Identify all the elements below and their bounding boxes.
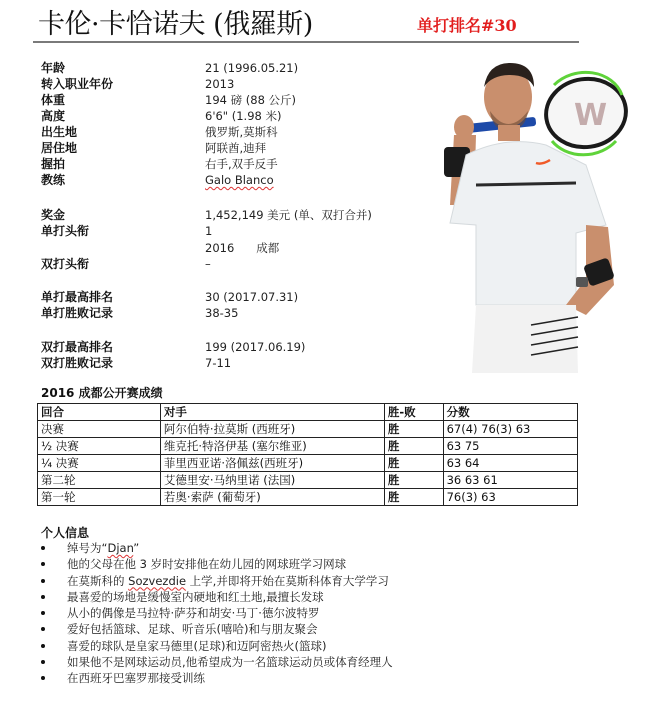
column-header-opponent: 对手 <box>160 404 384 421</box>
results-title: 2016 成都公开赛成绩 <box>41 386 163 400</box>
table-header-row <box>38 404 578 421</box>
column-header-score: 分数 <box>443 404 577 421</box>
list-item: 最喜爱的场地是缓慢室内硬地和红土地,最擅长发球 <box>41 589 393 605</box>
table-row: 决赛 阿尔伯特·拉莫斯 (西班牙) 胜 67(4) 76(3) 63 <box>38 421 578 438</box>
list-item: 喜爱的球队是皇家马德里(足球)和迈阿密热火(篮球) <box>41 638 393 654</box>
bullet-icon <box>41 562 45 566</box>
personal-info-title: 个人信息 <box>41 526 90 540</box>
column-header-result: 胜-败 <box>384 404 443 421</box>
bullet-icon <box>41 579 45 583</box>
racket-icon <box>456 72 631 154</box>
list-item: 爱好包括篮球、足球、听音乐(嘻哈)和与朋友聚会 <box>41 621 393 637</box>
list-item: 在莫斯科的 Sozvezdie 上学,并即将开始在莫斯科体育大学学习 <box>41 573 393 589</box>
list-item: 他的父母在他 3 岁时安排他在幼儿园的网球班学习网球 <box>41 556 393 572</box>
table-row: ¼ 决赛 菲里西亚诺·洛佩兹(西班牙) 胜 63 64 <box>38 455 578 472</box>
list-item: 如果他不是网球运动员,他希望成为一名篮球运动员或体育经理人 <box>41 654 393 670</box>
table-row: ½ 决赛 维克托·特洛伊基 (塞尔维亚) 胜 63 75 <box>38 438 578 455</box>
bullet-icon <box>41 627 45 631</box>
svg-text:W: W <box>574 98 608 133</box>
table-row: 第一轮 若奥·索萨 (葡萄牙) 胜 76(3) 63 <box>38 489 578 506</box>
bullet-icon <box>41 595 45 599</box>
table-row: 第二轮 艾德里安·马纳里诺 (法国) 胜 36 63 61 <box>38 472 578 489</box>
column-header-round: 回合 <box>38 404 161 421</box>
list-item: 在西班牙巴塞罗那接受训练 <box>41 670 393 686</box>
player-photo <box>436 55 646 373</box>
bullet-icon <box>41 611 45 615</box>
title-divider <box>33 41 579 43</box>
bullet-icon <box>41 676 45 680</box>
personal-info-list <box>41 540 393 687</box>
list-item: 从小的偶像是马拉特·萨芬和胡安·马丁·德尔波特罗 <box>41 605 393 621</box>
bullet-icon <box>41 644 45 648</box>
list-item: 绰号为“Djan” <box>41 540 393 556</box>
bullet-icon <box>41 660 45 664</box>
results-table <box>37 403 578 506</box>
rank-badge: 单打排名#30 <box>417 16 517 35</box>
page-title: 卡伦·卡恰诺夫 (俄羅斯) <box>38 9 313 40</box>
bullet-icon <box>41 546 45 550</box>
